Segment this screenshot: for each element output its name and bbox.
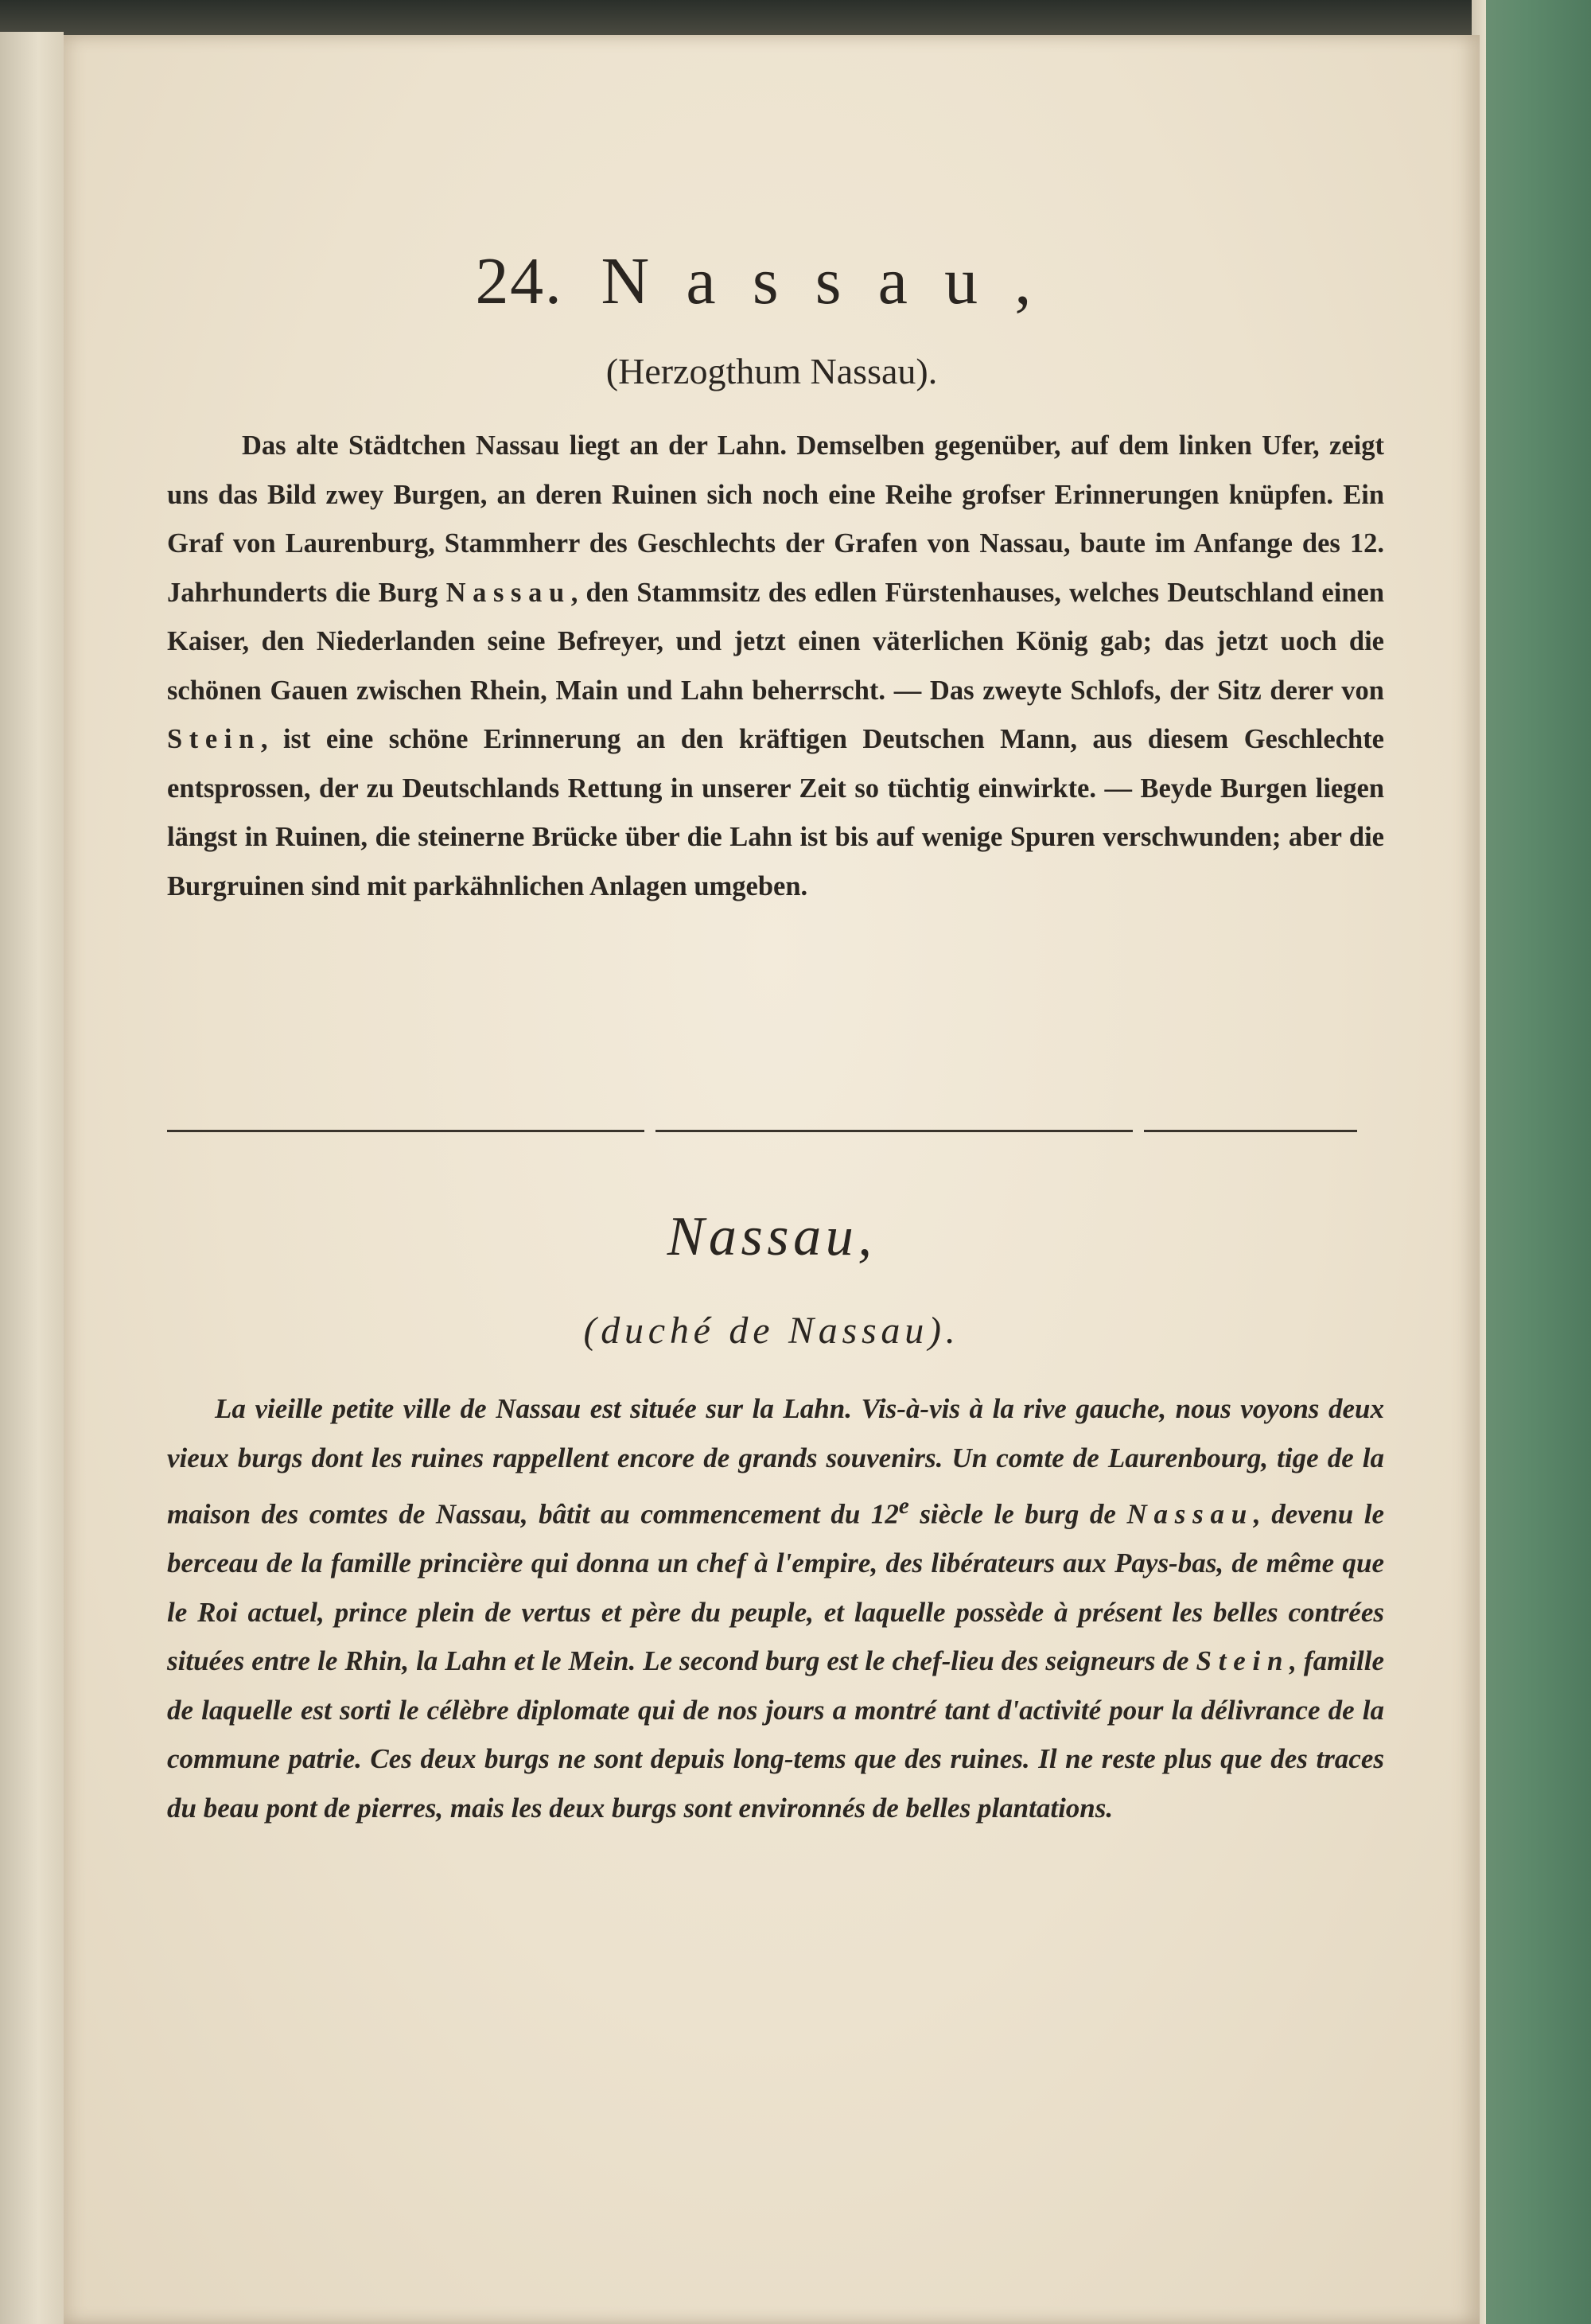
german-spaced-name: Nassau bbox=[445, 577, 571, 608]
german-title-word: Nassau, bbox=[601, 244, 1068, 318]
section-divider bbox=[167, 1130, 1357, 1132]
french-text-part: La vieille petite ville de Nassau est située sur la Lahn. Vis-à-vis à la rive gauche, nous voyons deux vieux burgs dont les ruines rappellent encore de grands souvenirs. Un comte de Laurenbourg, tige de la maison des comtes de Nassau, bâtit au commencement du 12 bbox=[167, 1393, 1384, 1530]
german-subtitle: (Herzogthum Nassau). bbox=[605, 351, 938, 391]
french-superscript: e bbox=[898, 1493, 909, 1519]
french-spaced-name: Stein bbox=[1196, 1645, 1290, 1677]
plate-number: 24. bbox=[475, 244, 563, 318]
french-paragraph bbox=[167, 1384, 1384, 1832]
german-body bbox=[167, 422, 1384, 911]
french-body bbox=[167, 1384, 1384, 1832]
french-spaced-name: Nassau bbox=[1126, 1498, 1254, 1530]
french-text-part: siècle le burg de bbox=[908, 1498, 1127, 1530]
german-text-part: , ist eine schöne Erinnerung an den kräftigen Deutschen Mann, aus diesem Geschlechte entsprossen, der zu Deutschlands Rettung in unserer Zeit so tüchtig einwirkte. — Beyde Burgen liegen längst in Ruinen, die steinerne Brücke über die Lahn ist bis auf wenige Spuren verschwunden; aber die Burgruinen sind mit parkähnlichen Anlagen umgeben. bbox=[167, 724, 1384, 901]
german-paragraph bbox=[167, 422, 1384, 911]
french-title: Nassau, bbox=[667, 1206, 877, 1267]
german-spaced-name: Stein bbox=[167, 724, 261, 754]
german-text-part: Das alte Städtchen Nassau liegt an der Lahn. Demselben gegenüber, auf dem linken Ufer, zeigt uns das Bild zwey Burgen, an deren Ruinen sich noch eine Reihe grofser Erinnerungen knüpfen. Ein Graf von Laurenburg, Stammherr des Geschlechts der Grafen von Nassau, baute im Anfange des 12. Jahrhunderts die Burg bbox=[167, 430, 1384, 608]
facing-page-edge bbox=[0, 32, 64, 2324]
french-text-part: , devenu le berceau de la famille princière qui donna un chef à l'empire, des libérateurs aux Pays-bas, de même que le Roi actuel, prince plein de vertus et père du peuple, et laquelle possède à présent les belles contrées situées entre le Rhin, la Lahn et le Mein. Le second burg est le chef-lieu des seigneurs de bbox=[167, 1498, 1384, 1677]
book-cover bbox=[1481, 0, 1591, 2324]
german-text-part: , den Stammsitz des edlen Fürstenhauses, welches Deutschland einen Kaiser, den Niederlanden seine Befreyer, und jetzt einen väterlichen König gab; das jetzt uoch die schönen Gauen zwischen Rhein, Main und Lahn beherrscht. — Das zweyte Schlofs, der Sitz derer von bbox=[167, 577, 1385, 706]
book-top-edge bbox=[0, 0, 1481, 35]
german-title bbox=[64, 243, 1480, 320]
french-text-part: , famille de laquelle est sorti le célèbre diplomate qui de nos jours a montré tant d'activité pour la délivrance de la commune patrie. Ces deux burgs ne sont depuis long-tems que des ruines. Il ne reste plus que des traces du beau pont de pierres, mais les deux burgs sont environnés de belles plantations. bbox=[167, 1645, 1385, 1824]
french-subtitle: (duché de Nassau). bbox=[583, 1310, 960, 1352]
